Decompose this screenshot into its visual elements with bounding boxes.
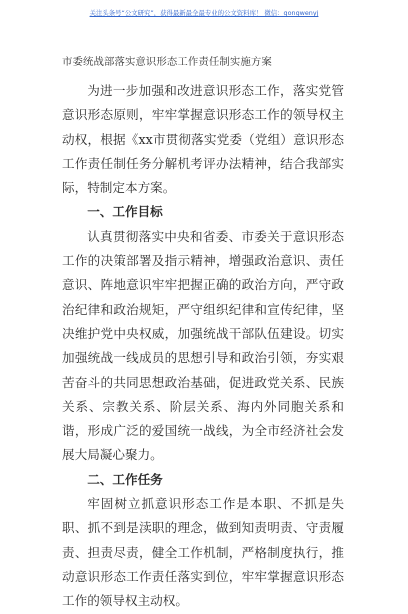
promo-banner-link[interactable]: 关注头条号“公文研究”，获得最新最全最专业的公文资料库！ 微信：gongwenyj [89,9,319,17]
intro-paragraph: 为进一步加强和改进意识形态工作，落实党管意识形态原则，牢牢掌握意识形态工作的领导权主动权，根据《xx市贯彻落实党委（党组）意识形态工作责任制任务分解机考评办法精神，结合我部实际，特制定本方案。 [62,83,344,196]
section-heading-tasks: 二、工作任务 [87,471,163,487]
section-paragraph-tasks: 牢固树立抓意识形态工作是本职、不抓是失职、抓不到是渎职的理念，做到知责明责、守责履责、担责尽责，健全工作机制，严格制度执行，推动意识形态工作责任落实到位，牢牢掌握意识形态工作的领导权主动权。 [62,496,344,609]
section-paragraph-goals: 认真贯彻落实中央和省委、市委关于意识形态工作的决策部署及指示精神，增强政治意识、责任意识、阵地意识牢牢把握正确的政治方向，严守政治纪律和政治规矩，严守组织纪律和宣传纪律，坚决维护党中央权威，加强统战干部队伍建设。切实加强统战一线成员的思想引导和政治引领，夯实艰苦奋斗的共同思想政治基础，促进政党关系、民族关系、宗教关系、阶层关系、海内外同胞关系和谐，形成广泛的爱国统一战线，为全市经济社会发展大局凝心聚力。 [62,228,344,463]
section-heading-goals: 一、工作目标 [87,204,163,220]
document-page [62,54,344,614]
promo-banner [0,7,408,19]
document-title: 市委统战部落实意识形态工作责任制实施方案 [62,56,272,68]
